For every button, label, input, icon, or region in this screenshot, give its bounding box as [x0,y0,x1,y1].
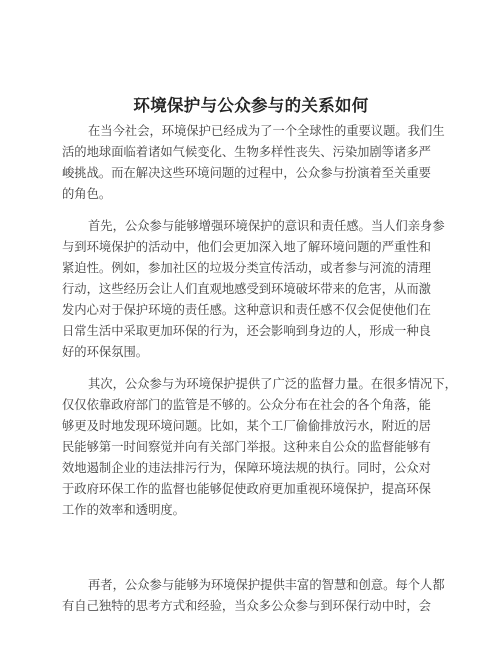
paragraph-1 [62,121,454,205]
paragraph-line: 在当今社会，环境保护已经成为了一个全球性的重要议题。我们生 [88,124,445,138]
paragraph-line: 紧迫性。例如，参加社区的垃圾分类宣传活动，或者参与河流的清理 [62,261,431,275]
document-title: 环境保护与公众参与的关系如何 [133,96,369,115]
paragraph-line: 效地遏制企业的违法排污行为，保障环境法规的执行。同时，公众对 [62,461,431,475]
paragraph-line: 的角色。 [62,187,112,201]
paragraph-line: 活的地球面临着诸如气候变化、生物多样性丧失、污染加剧等诸多严 [62,145,431,159]
paragraph-line: 于政府环保工作的监督也能够促使政府更加重视环境保护，提高环保 [62,482,431,496]
paragraph-line: 好的环保氛围。 [62,345,149,359]
paragraph-line: 发内心对于保护环境的责任感。这种意识和责任感不仅会促使他们在 [62,303,431,317]
paragraph-line: 与到环境保护的活动中，他们会更加深入地了解环境问题的严重性和 [62,240,431,254]
paragraph-line: 行动，这些经历会让人们直观地感受到环境破坏带来的危害，从而激 [62,282,431,296]
paragraph-line: 有自己独特的思考方式和经验，当众多公众参与到环保行动中时，会 [62,599,431,613]
paragraph-3 [62,374,457,521]
paragraph-line: 日常生活中采取更加环保的行为，还会影响到身边的人，形成一种良 [62,324,431,338]
paragraph-line: 工作的效率和透明度。 [62,503,185,517]
paragraph-line: 首先，公众参与能够增强环境保护的意识和责任感。当人们亲身参 [88,219,445,233]
paragraph-line: 民能够第一时间察觉并向有关部门举报。这种来自公众的监督能够有 [62,440,431,454]
paragraph-line: 够更及时地发现环境问题。比如，某个工厂偷偷排放污水，附近的居 [62,419,431,433]
paragraph-line: 其次，公众参与为环境保护提供了广泛的监督力量。在很多情况下， [88,377,457,391]
paragraph-line: 仅仅依靠政府部门的监管是不够的。公众分布在社会的各个角落，能 [62,398,431,412]
paragraph-4 [62,575,454,617]
paragraph-line: 再者，公众参与能够为环境保护提供丰富的智慧和创意。每个人都 [88,578,445,592]
paragraph-2 [62,216,454,363]
paragraph-line: 峻挑战。而在解决这些环境问题的过程中，公众参与扮演着至关重要 [62,166,431,180]
